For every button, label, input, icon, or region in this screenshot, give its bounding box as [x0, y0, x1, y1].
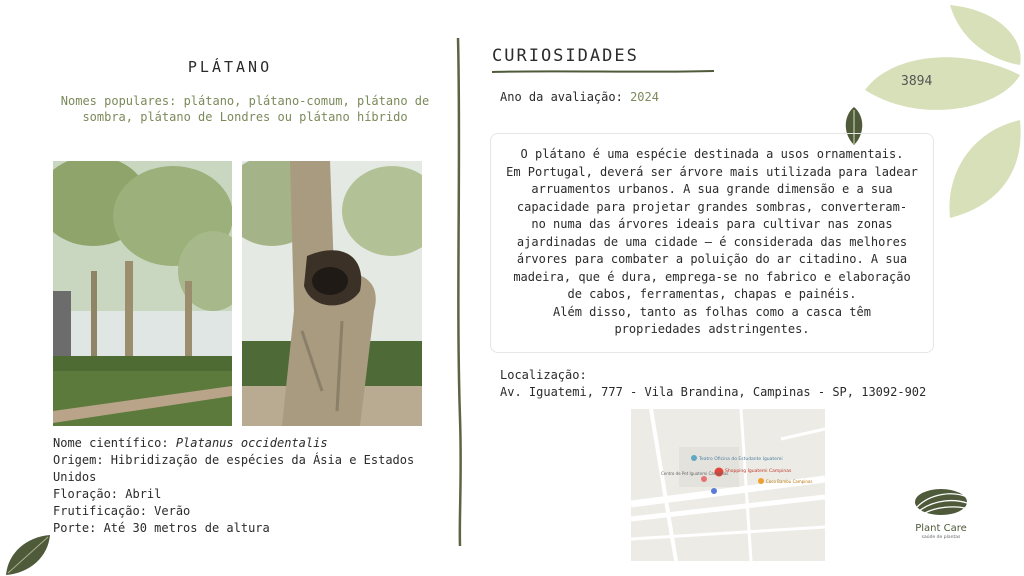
map-poi-label: Teatro Oficina do Estudante Iguatemi — [699, 457, 783, 462]
description-text: O plátano é uma espécie destinada a usos ornamentais. Em Portugal, deverá ser árvore mais utilizada para ladear arruamentos urbanos. A sua grande dimensão e a sua capacidade para projetar grandes sombras, converteram- no numa das árvores ideais para cultivar nas zonas ajardinadas de uma cidade – é considerada das melhores árvores para combater a poluição do ar citadino. A sua madeira, que é dura, emprega-se no fabrico e elaboração de cabos, ferramentas, chapas e painéis. Além disso, tanto as folhas como a casca têm propriedades adstringentes. — [506, 147, 918, 336]
brand-name: Plant Care — [915, 523, 967, 534]
location — [500, 367, 926, 401]
plant-id-badge: 3894 — [901, 74, 933, 89]
brand-tagline: saúde de plantas — [921, 535, 961, 539]
plant-facts — [53, 435, 453, 537]
flowering: Floração: Abril — [53, 487, 162, 501]
location-label: Localização: — [500, 368, 587, 382]
map-poi-label: Centro de Pet Iguatemi Campinas — [661, 471, 729, 476]
location-address: Av. Iguatemi, 777 - Vila Brandina, Campinas - SP, 13092-902 — [500, 385, 927, 399]
curiosities-title: CURIOSIDADES — [492, 46, 639, 66]
map-poi-label: Coco Bambu Campinas — [766, 479, 813, 484]
evaluation-year-value: 2024 — [630, 90, 659, 104]
location-map[interactable] — [631, 409, 825, 561]
fruiting: Frutificação: Verão — [53, 504, 191, 518]
plant-care-logo — [901, 487, 981, 543]
scientific-name: Platanus occidentalis — [175, 436, 328, 450]
scientific-name-row: Nome científico: Platanus occidentalis — [53, 436, 328, 450]
title-underline — [492, 69, 714, 75]
tree-photo-park — [53, 161, 232, 426]
tree-trunk-photo — [242, 161, 422, 426]
vertical-divider — [450, 38, 470, 546]
plant-title: PLÁTANO — [187, 58, 273, 76]
map-poi-label: Shopping Iguatemi Campinas — [725, 469, 792, 474]
evaluation-year: Ano da avaliação: 2024 — [500, 90, 659, 104]
leaf-icon — [4, 533, 52, 576]
popular-names: Nomes populares: plátano, plátano-comum, plátano de sombra, plátano de Londres ou plátano híbrido — [60, 94, 430, 124]
origin: Origem: Hibridização de espécies da Ásia e Estados Unidos — [53, 453, 415, 484]
size: Porte: Até 30 metros de altura — [53, 521, 270, 535]
